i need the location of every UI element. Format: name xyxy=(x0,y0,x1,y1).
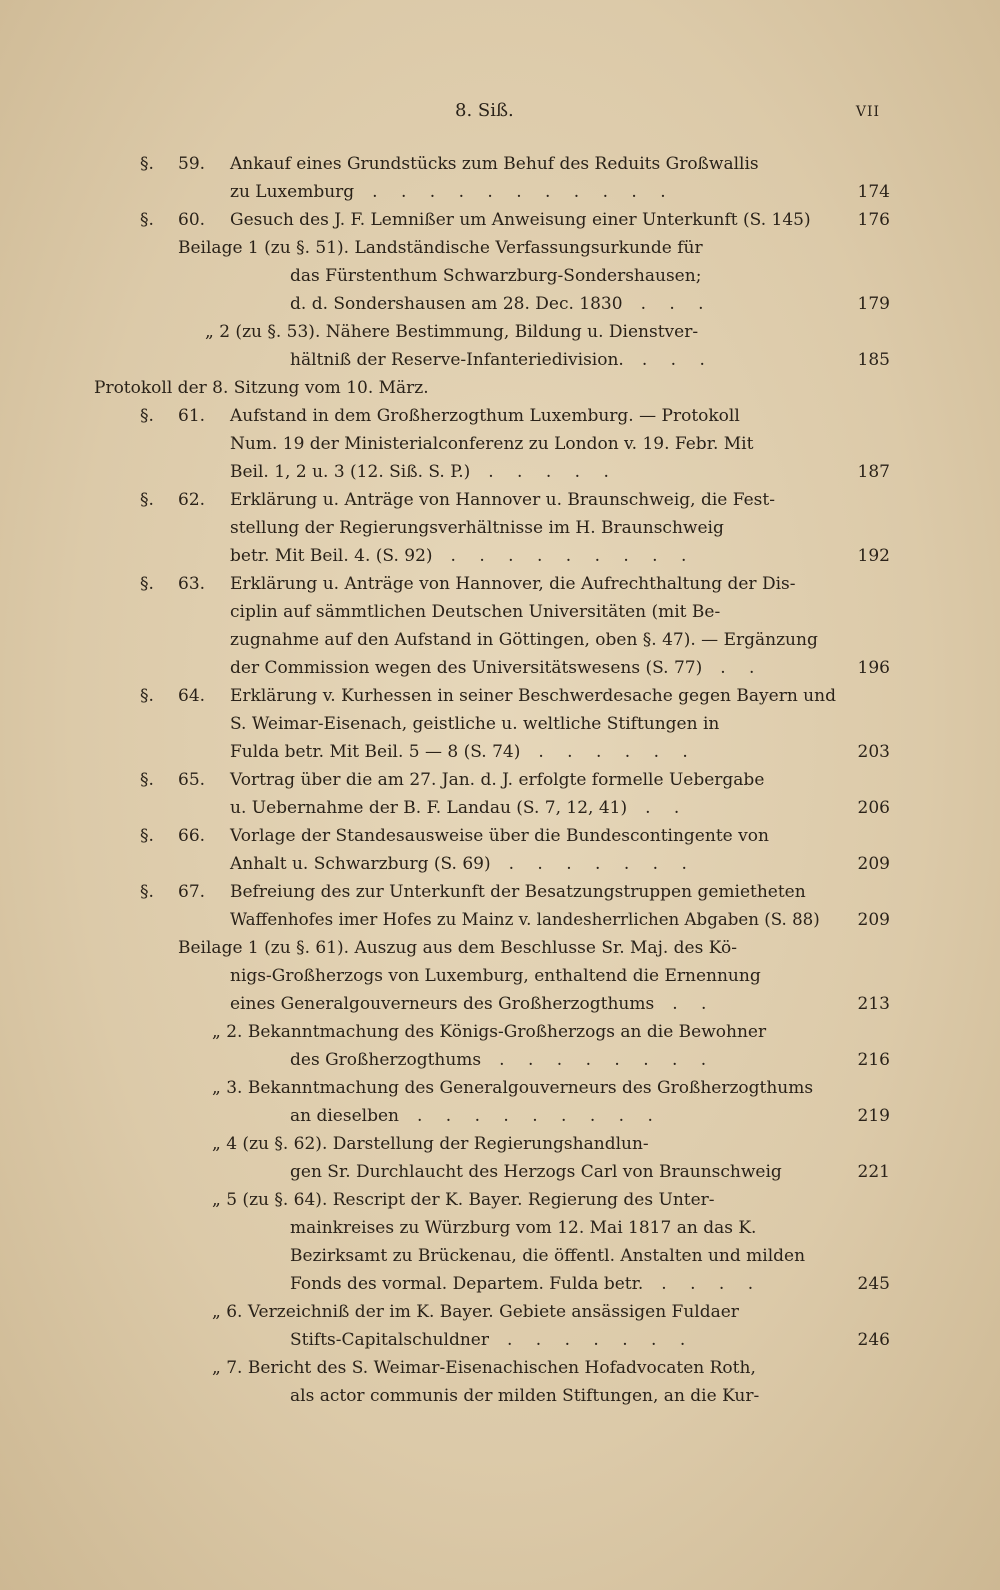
entry-text: Erklärung v. Kurhessen in seiner Beschwerdesache gegen Bayern und xyxy=(230,686,836,706)
toc-line xyxy=(0,1214,1000,1242)
entry-text: „ 5 (zu §. 64). Rescript der K. Bayer. Regierung des Unter- xyxy=(212,1190,715,1210)
entry-text: als actor communis der milden Stiftungen, an die Kur- xyxy=(290,1386,760,1406)
page-reference: 192 xyxy=(857,546,890,566)
entry-text: das Fürstenthum Schwarzburg-Sondershausen; xyxy=(290,266,702,286)
leader-dots: . . . xyxy=(641,350,714,370)
toc-line xyxy=(0,346,1000,374)
toc-line xyxy=(0,626,1000,654)
toc-line xyxy=(0,514,1000,542)
page-reference: 221 xyxy=(857,1162,890,1182)
toc-line xyxy=(0,1298,1000,1326)
section-number: 59. xyxy=(178,154,206,174)
entry-text: gen Sr. Durchlaucht des Herzogs Carl von Braunschweig xyxy=(290,1162,782,1182)
entry-text: Beilage 1 (zu §. 51). Landständische Verfassungsurkunde für xyxy=(178,238,703,258)
section-mark: §. xyxy=(140,406,154,426)
entry-text: Vortrag über die am 27. Jan. d. J. erfolgte formelle Uebergabe xyxy=(230,770,765,790)
toc-line xyxy=(0,430,1000,458)
toc-line xyxy=(0,1242,1000,1270)
section-mark: §. xyxy=(140,574,154,594)
toc-line xyxy=(0,850,1000,878)
entry-text: Fonds des vormal. Departem. Fulda betr. xyxy=(290,1274,644,1294)
entry-text: Erklärung u. Anträge von Hannover u. Braunschweig, die Fest- xyxy=(230,490,775,510)
entry-text: Num. 19 der Ministerialconferenz zu London v. 19. Febr. Mit xyxy=(230,434,754,454)
page-reference: 196 xyxy=(857,658,890,678)
section-number: 61. xyxy=(178,406,206,426)
toc-line xyxy=(0,1354,1000,1382)
section-number: 65. xyxy=(178,770,206,790)
entry-text: ciplin auf sämmtlichen Deutschen Universitäten (mit Be- xyxy=(230,602,721,622)
toc-line xyxy=(0,542,1000,570)
page-reference: 187 xyxy=(857,462,890,482)
toc-line xyxy=(0,822,1000,850)
section-mark: §. xyxy=(140,154,154,174)
entry-text: Anhalt u. Schwarzburg (S. 69) xyxy=(230,854,491,874)
entry-text: Protokoll der 8. Sitzung vom 10. März. xyxy=(94,378,429,398)
entry-text: „ 3. Bekanntmachung des Generalgouverneurs des Großherzogthums xyxy=(212,1078,814,1098)
toc-line xyxy=(0,1326,1000,1354)
section-mark: §. xyxy=(140,210,154,230)
page-reference: 209 xyxy=(857,854,890,874)
leader-dots: . . xyxy=(672,994,716,1014)
page-reference: 213 xyxy=(857,994,890,1014)
entry-text: u. Uebernahme der B. F. Landau (S. 7, 12, 41) xyxy=(230,798,628,818)
section-mark: §. xyxy=(140,770,154,790)
entry-text: Aufstand in dem Großherzogthum Luxemburg. — Protokoll xyxy=(230,406,740,426)
leader-dots: . . . . . . . xyxy=(508,854,696,874)
toc-line xyxy=(0,1102,1000,1130)
toc-line xyxy=(0,906,1000,934)
section-mark: §. xyxy=(140,826,154,846)
leader-dots: . . xyxy=(645,798,689,818)
section-number: 66. xyxy=(178,826,206,846)
entry-text: Vorlage der Standesausweise über die Bundescontingente von xyxy=(230,826,769,846)
toc-line xyxy=(0,318,1000,346)
entry-text: Ankauf eines Grundstücks zum Behuf des Reduits Großwallis xyxy=(230,154,759,174)
section-number: 63. xyxy=(178,574,206,594)
entry-text: Fulda betr. Mit Beil. 5 — 8 (S. 74) xyxy=(230,742,521,762)
toc-line xyxy=(0,1130,1000,1158)
toc-line xyxy=(0,570,1000,598)
page-reference: 219 xyxy=(857,1106,890,1126)
running-header xyxy=(0,100,1000,130)
entry-text: der Commission wegen des Universitätswesens (S. 77) xyxy=(230,658,703,678)
header-title: 8. Siß. xyxy=(455,100,514,121)
toc-line xyxy=(0,934,1000,962)
toc-line xyxy=(0,710,1000,738)
toc-line xyxy=(0,234,1000,262)
section-number: 60. xyxy=(178,210,206,230)
leader-dots: . . . . . . xyxy=(538,742,697,762)
entry-text: betr. Mit Beil. 4. (S. 92) xyxy=(230,546,433,566)
section-mark: §. xyxy=(140,686,154,706)
leader-dots: . . . . . . . . . xyxy=(450,546,696,566)
entry-text: „ 2 (zu §. 53). Nähere Bestimmung, Bildung u. Dienstver- xyxy=(205,322,699,342)
leader-dots: . . . . . xyxy=(488,462,618,482)
header-page-number: VII xyxy=(855,104,880,120)
toc-line xyxy=(0,878,1000,906)
entry-text: zugnahme auf den Aufstand in Göttingen, oben §. 47). — Ergänzung xyxy=(230,630,818,650)
toc-line xyxy=(0,1158,1000,1186)
toc-line xyxy=(0,290,1000,318)
toc-line xyxy=(0,1018,1000,1046)
leader-dots: . . . xyxy=(640,294,713,314)
entry-text: Gesuch des J. F. Lemnißer um Anweisung einer Unterkunft (S. 145) xyxy=(230,210,811,230)
toc-line xyxy=(0,794,1000,822)
toc-line xyxy=(0,262,1000,290)
toc-line xyxy=(0,486,1000,514)
page-reference: 179 xyxy=(857,294,890,314)
toc-line xyxy=(0,458,1000,486)
toc-line xyxy=(0,990,1000,1018)
entry-text: „ 4 (zu §. 62). Darstellung der Regierungshandlun- xyxy=(212,1134,649,1154)
leader-dots: . . . . . . . . . xyxy=(416,1106,662,1126)
page-reference: 246 xyxy=(857,1330,890,1350)
section-mark: §. xyxy=(140,490,154,510)
toc-line xyxy=(0,1382,1000,1410)
entry-text: „ 2. Bekanntmachung des Königs-Großherzogs an die Bewohner xyxy=(212,1022,767,1042)
entry-text: Beil. 1, 2 u. 3 (12. Siß. S. P.) xyxy=(230,462,471,482)
toc-line xyxy=(0,682,1000,710)
entry-text: „ 7. Bericht des S. Weimar-Eisenachischen Hofadvocaten Roth, xyxy=(212,1358,756,1378)
entry-text: Bezirksamt zu Brückenau, die öffentl. Anstalten und milden xyxy=(290,1246,806,1266)
toc-line xyxy=(0,206,1000,234)
page-reference: 174 xyxy=(857,182,890,202)
entry-text: d. d. Sondershausen am 28. Dec. 1830 xyxy=(290,294,623,314)
toc-line xyxy=(0,654,1000,682)
entry-text: stellung der Regierungsverhältnisse im H. Braunschweig xyxy=(230,518,724,538)
section-mark: §. xyxy=(140,882,154,902)
page-reference: 176 xyxy=(857,210,890,230)
entry-text: nigs-Großherzogs von Luxemburg, enthaltend die Ernennung xyxy=(230,966,761,986)
entry-text: des Großherzogthums xyxy=(290,1050,482,1070)
toc-line xyxy=(0,150,1000,178)
entry-text: zu Luxemburg xyxy=(230,182,355,202)
entry-text: eines Generalgouverneurs des Großherzogthums xyxy=(230,994,655,1014)
entry-text: Beilage 1 (zu §. 61). Auszug aus dem Beschlusse Sr. Maj. des Kö- xyxy=(178,938,737,958)
entry-text: Befreiung des zur Unterkunft der Besatzungstruppen gemietheten xyxy=(230,882,806,902)
entry-text: mainkreises zu Würzburg vom 12. Mai 1817 an das K. xyxy=(290,1218,757,1238)
entry-text: hältniß der Reserve-Infanteriedivision. xyxy=(290,350,624,370)
toc-line xyxy=(0,962,1000,990)
section-number: 67. xyxy=(178,882,206,902)
page-reference: 203 xyxy=(857,742,890,762)
entry-text: Waffenhofes imer Hofes zu Mainz v. landesherrlichen Abgaben (S. 88) xyxy=(230,910,820,930)
toc-line xyxy=(0,1074,1000,1102)
leader-dots: . . . . . . . . . . . xyxy=(372,182,675,202)
leader-dots: . . . . . . . xyxy=(506,1330,695,1350)
entry-text: Erklärung u. Anträge von Hannover, die Aufrechthaltung der Dis- xyxy=(230,574,796,594)
entry-text: Stifts-Capitalschuldner xyxy=(290,1330,489,1350)
leader-dots: . . . . . . . . xyxy=(499,1050,716,1070)
toc-line xyxy=(0,598,1000,626)
leader-dots: . . xyxy=(720,658,764,678)
toc-line xyxy=(0,1046,1000,1074)
toc-line xyxy=(0,1186,1000,1214)
toc-line xyxy=(0,178,1000,206)
page-reference: 245 xyxy=(857,1274,890,1294)
page-reference: 209 xyxy=(857,910,890,930)
section-number: 64. xyxy=(178,686,206,706)
page-reference: 185 xyxy=(857,350,890,370)
section-number: 62. xyxy=(178,490,206,510)
entry-text: S. Weimar-Eisenach, geistliche u. weltliche Stiftungen in xyxy=(230,714,720,734)
page-reference: 216 xyxy=(857,1050,890,1070)
toc-line xyxy=(0,1270,1000,1298)
entry-text: „ 6. Verzeichniß der im K. Bayer. Gebiete ansässigen Fuldaer xyxy=(212,1302,739,1322)
toc-line xyxy=(0,374,1000,402)
toc-line xyxy=(0,402,1000,430)
entry-text: an dieselben xyxy=(290,1106,399,1126)
toc-line xyxy=(0,738,1000,766)
toc-line xyxy=(0,766,1000,794)
page-reference: 206 xyxy=(857,798,890,818)
leader-dots: . . . . xyxy=(661,1274,763,1294)
